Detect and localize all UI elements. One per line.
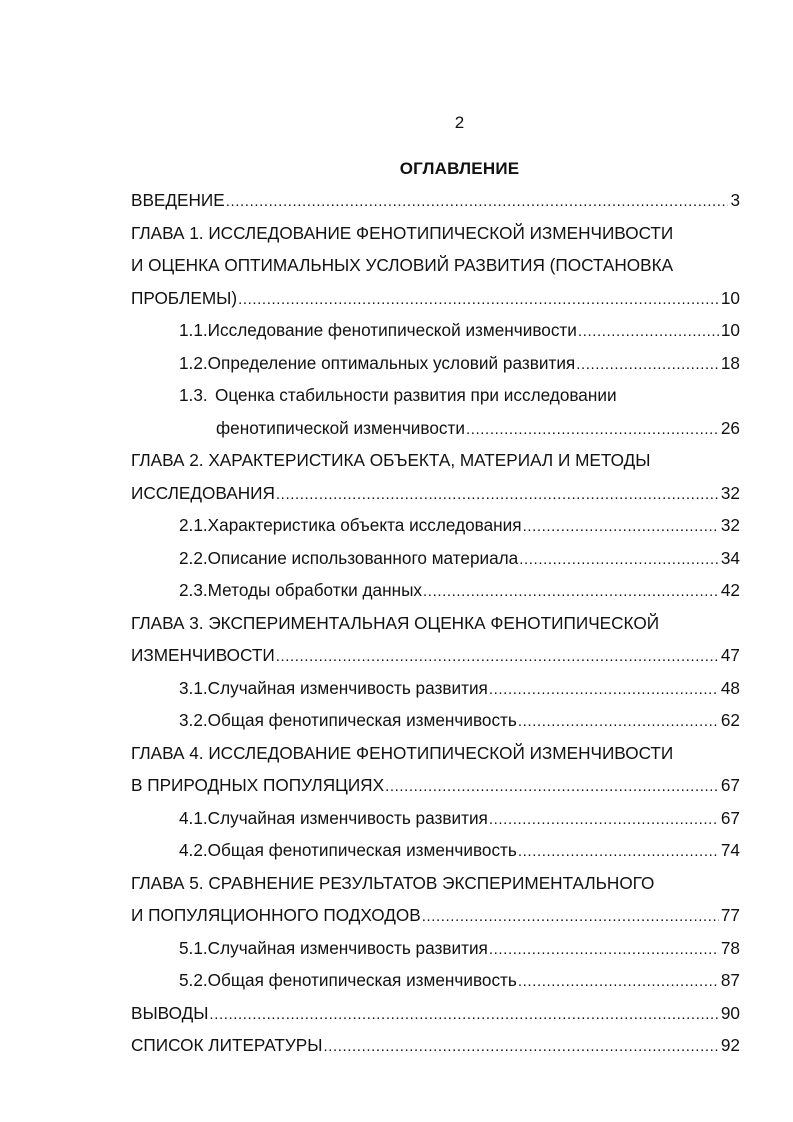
toc-chapter-4-line-1 (131, 743, 740, 776)
dot-leader (422, 908, 719, 925)
dot-leader (576, 356, 719, 373)
toc-section-3-1 (131, 678, 740, 711)
toc-section-title: Общая фенотипическая изменчивость (207, 710, 517, 730)
toc-entry-page: 87 (720, 970, 740, 990)
toc-chapter-5-line-1 (131, 873, 740, 906)
toc-entry-page: 67 (720, 807, 740, 828)
toc-chapter-1-line-3 (131, 288, 740, 321)
toc-entry-page: 18 (720, 352, 740, 373)
toc-chapter-1-line-1 (131, 223, 740, 256)
toc-section-5-1 (131, 938, 740, 971)
toc-section-number: 5.1. (179, 937, 208, 958)
toc-section-number: 3.2. (179, 710, 208, 730)
toc-section-number: 4.1. (179, 807, 208, 828)
dot-leader (519, 551, 719, 568)
toc-chapter-3-line-1 (131, 613, 740, 646)
dot-leader (385, 778, 719, 795)
toc-section-number: 1.3. (179, 385, 208, 405)
toc-chapter-title: ГЛАВА 2. ХАРАКТЕРИСТИКА ОБЪЕКТА, МАТЕРИАЛ И МЕТОДЫ (131, 450, 651, 470)
toc-section-number: 2.2. (179, 547, 208, 568)
toc-section-2-3 (131, 580, 740, 613)
dot-leader (518, 973, 719, 990)
toc-section-number: 1.1. (179, 320, 208, 340)
toc-section-title: Описание использованного материала (207, 547, 519, 568)
toc-chapter-2-line-1 (131, 450, 740, 483)
toc-chapter-title: ИССЛЕДОВАНИЯ (131, 482, 275, 503)
toc-section-number: 1.2. (179, 352, 208, 373)
dot-leader (423, 583, 719, 600)
toc-section-1-2 (131, 353, 740, 386)
dot-leader (489, 811, 719, 828)
dot-leader (226, 193, 729, 210)
toc-entry-references (131, 1035, 740, 1068)
dot-leader (276, 486, 719, 503)
dot-leader (489, 681, 719, 698)
toc-section-title: Методы обработки данных (207, 580, 423, 600)
toc-entry-page: 3 (730, 190, 740, 210)
toc-section-4-1 (131, 808, 740, 841)
dot-leader (209, 1006, 718, 1023)
dot-leader (466, 421, 719, 438)
dot-leader (238, 291, 719, 308)
toc-section-title: Характеристика объекта исследования (207, 515, 522, 535)
toc-entry-page: 26 (720, 417, 740, 438)
toc-section-title: Случайная изменчивость развития (207, 807, 488, 828)
toc-entry-page: 74 (720, 840, 740, 860)
toc-entry-page: 48 (720, 677, 740, 698)
toc-entry-page: 32 (720, 515, 740, 535)
toc-entry-title: СПИСОК ЛИТЕРАТУРЫ (131, 1035, 323, 1055)
toc-chapter-title: ПРОБЛЕМЫ) (131, 287, 238, 308)
toc-chapter-3-line-2 (131, 645, 740, 678)
toc-entry-title: ВВЕДЕНИЕ (131, 190, 225, 210)
toc-chapter-4-line-2 (131, 775, 740, 808)
toc-section-1-3 (131, 385, 740, 418)
toc-chapter-title: ГЛАВА 3. ЭКСПЕРИМЕНТАЛЬНАЯ ОЦЕНКА ФЕНОТИПИЧЕСКОЙ (131, 612, 660, 633)
toc-chapter-title: ГЛАВА 5. СРАВНЕНИЕ РЕЗУЛЬТАТОВ ЭКСПЕРИМЕНТАЛЬНОГО (131, 872, 655, 893)
toc-section-1-3-continued (131, 418, 740, 451)
page-number: 2 (454, 113, 465, 132)
toc-entry-title: ВЫВОДЫ (131, 1002, 209, 1023)
toc-section-number: 2.3. (179, 580, 208, 600)
toc-section-number: 2.1. (179, 515, 208, 535)
toc-entry-page: 77 (720, 905, 740, 925)
toc-section-2-1 (131, 515, 740, 548)
toc-entry-conclusions (131, 1003, 740, 1036)
toc-section-4-2 (131, 840, 740, 873)
toc-chapter-title: В ПРИРОДНЫХ ПОПУЛЯЦИЯХ (131, 775, 385, 795)
toc-section-title: Оценка стабильности развития при исследовании (215, 385, 617, 405)
toc-entry-intro (131, 190, 740, 223)
toc-section-5-2 (131, 970, 740, 1003)
toc-section-title: Определение оптимальных условий развития (207, 352, 576, 373)
toc-section-number: 5.2. (179, 970, 208, 990)
toc-section-number: 4.2. (179, 840, 208, 860)
toc-section-title: Общая фенотипическая изменчивость (207, 970, 517, 990)
toc-entry-page: 47 (720, 645, 740, 665)
table-of-contents (131, 190, 740, 1068)
dot-leader (489, 941, 719, 958)
toc-section-number: 3.1. (179, 677, 208, 698)
toc-section-2-2 (131, 548, 740, 581)
toc-chapter-title: И ОЦЕНКА ОПТИМАЛЬНЫХ УСЛОВИЙ РАЗВИТИЯ (ПОСТАНОВКА (131, 255, 674, 275)
toc-section-title: Исследование фенотипической изменчивости (207, 320, 577, 340)
toc-entry-page: 10 (720, 320, 740, 340)
toc-section-title: фенотипической изменчивости (216, 417, 465, 438)
toc-section-title: Общая фенотипическая изменчивость (207, 840, 517, 860)
dot-leader (323, 1038, 718, 1055)
dot-leader (518, 843, 719, 860)
toc-chapter-title: ГЛАВА 4. ИССЛЕДОВАНИЕ ФЕНОТИПИЧЕСКОЙ ИЗМЕНЧИВОСТИ (131, 742, 674, 763)
toc-chapter-5-line-2 (131, 905, 740, 938)
toc-entry-page: 34 (720, 547, 740, 568)
toc-chapter-2-line-2 (131, 483, 740, 516)
toc-section-1-1 (131, 320, 740, 353)
dot-leader (578, 323, 719, 340)
toc-entry-page: 42 (720, 580, 740, 600)
dot-leader (518, 713, 719, 730)
toc-entry-page: 32 (720, 482, 740, 503)
toc-entry-page: 62 (720, 710, 740, 730)
toc-section-title: Случайная изменчивость развития (207, 937, 488, 958)
toc-entry-page: 92 (720, 1035, 740, 1055)
toc-section-title: Случайная изменчивость развития (207, 677, 488, 698)
dot-leader (523, 518, 719, 535)
toc-chapter-title: И ПОПУЛЯЦИОННОГО ПОДХОДОВ (131, 905, 421, 925)
toc-entry-page: 10 (720, 287, 740, 308)
toc-section-3-2 (131, 710, 740, 743)
dot-leader (276, 648, 719, 665)
toc-chapter-title: ИЗМЕНЧИВОСТИ (131, 645, 275, 665)
toc-entry-page: 78 (720, 937, 740, 958)
toc-chapter-title: ГЛАВА 1. ИССЛЕДОВАНИЕ ФЕНОТИПИЧЕСКОЙ ИЗМЕНЧИВОСТИ (131, 222, 674, 243)
toc-entry-page: 90 (720, 1002, 740, 1023)
toc-entry-page: 67 (720, 775, 740, 795)
toc-heading: ОГЛАВЛЕНИЕ (399, 159, 520, 178)
toc-chapter-1-line-2 (131, 255, 740, 288)
